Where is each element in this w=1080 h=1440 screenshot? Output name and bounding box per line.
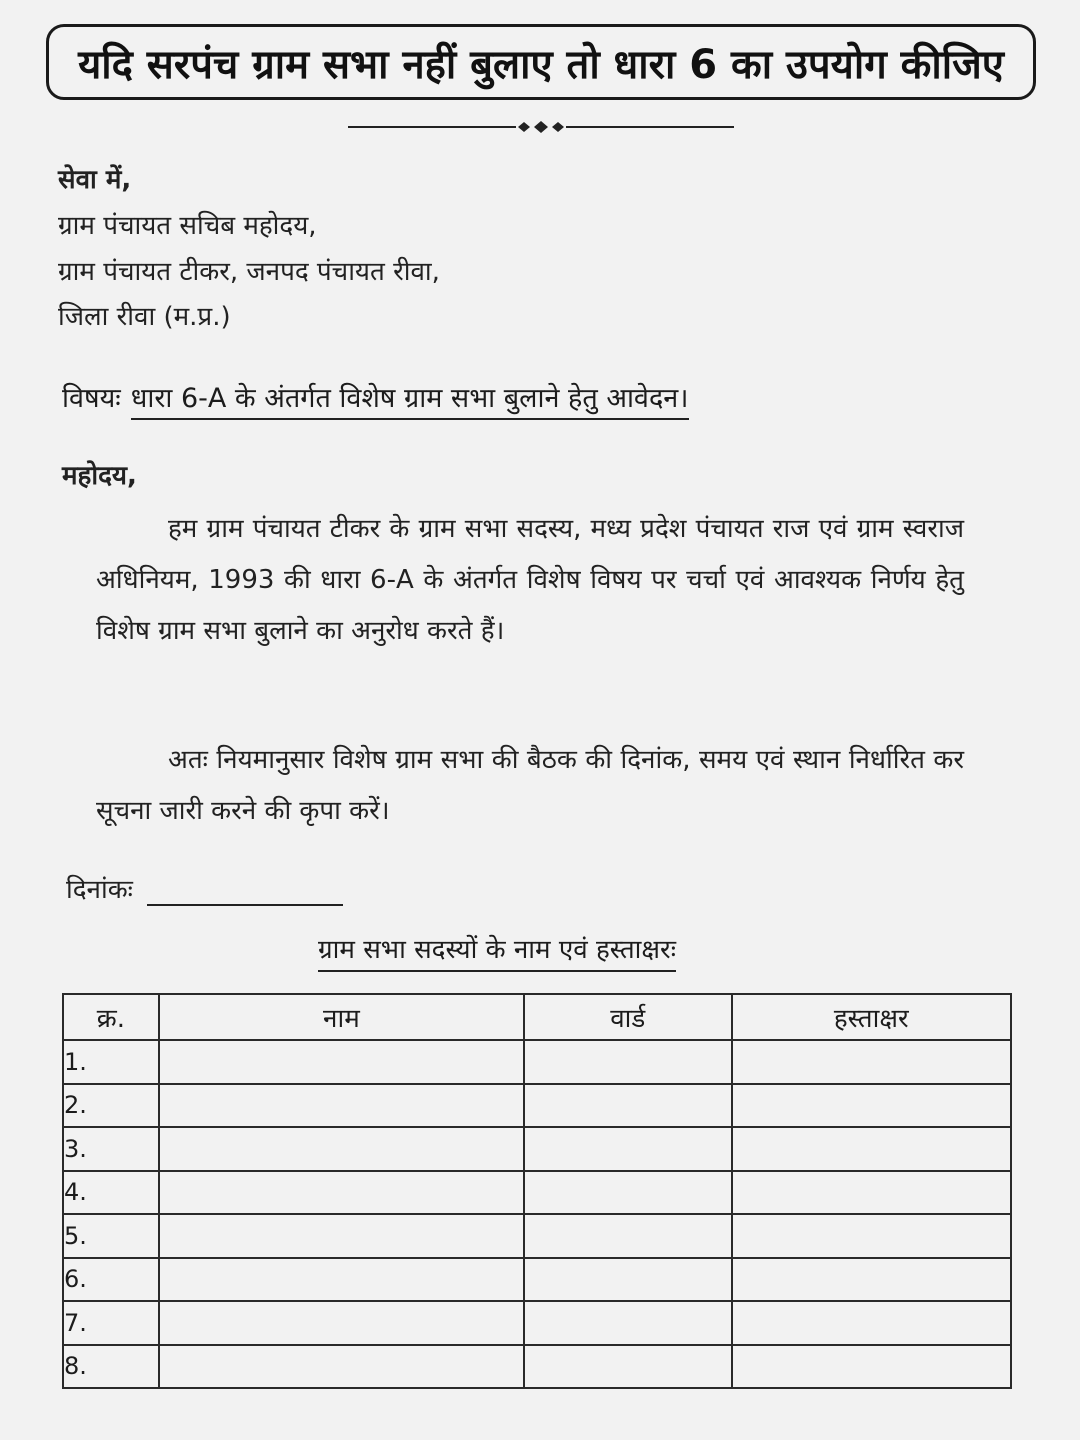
table-row: [63, 1258, 1011, 1302]
name-cell[interactable]: [159, 1214, 524, 1258]
address-line-3: जिला रीवा (म.प्र.): [58, 302, 231, 332]
header-signature: हस्ताक्षर: [732, 994, 1011, 1040]
address-line-1: ग्राम पंचायत सचिब महोदय,: [58, 211, 317, 241]
name-cell[interactable]: [159, 1301, 524, 1345]
table-row: [63, 1345, 1011, 1389]
date-label: दिनांकः: [66, 875, 133, 905]
signature-cell[interactable]: [732, 1040, 1011, 1084]
signature-cell[interactable]: [732, 1345, 1011, 1389]
header-serial: क्र.: [63, 994, 159, 1040]
table-row: [63, 1301, 1011, 1345]
row-serial: 2.: [63, 1084, 159, 1128]
name-cell[interactable]: [159, 1258, 524, 1302]
ward-cell[interactable]: [524, 1345, 732, 1389]
subject-line: [62, 378, 689, 415]
body-paragraph-1: हम ग्राम पंचायत टीकर के ग्राम सभा सदस्य, मध्य प्रदेश पंचायत राज एवं ग्राम स्वराज अधिनियम, 1993 की धारा 6-A के अंतर्गत विशेष विषय पर चर्चा एवं आवश्यक निर्णय हेतु विशेष ग्राम सभा बुलाने का अनुरोध करते हैं।: [96, 514, 964, 646]
title-box: [46, 24, 1036, 100]
body-paragraph-2: अतः नियमानुसार विशेष ग्राम सभा की बैठक की दिनांक, समय एवं स्थान निर्धारित कर सूचना जारी करने की कृपा करें।: [96, 745, 964, 826]
signature-cell[interactable]: [732, 1084, 1011, 1128]
signature-cell[interactable]: [732, 1171, 1011, 1215]
ward-cell[interactable]: [524, 1127, 732, 1171]
header-name: नाम: [159, 994, 524, 1040]
name-cell[interactable]: [159, 1345, 524, 1389]
row-serial: 1.: [63, 1040, 159, 1084]
table-row: [63, 1171, 1011, 1215]
address-line-2: ग्राम पंचायत टीकर, जनपद पंचायत रीवा,: [58, 257, 440, 287]
table-row: [63, 1214, 1011, 1258]
ward-cell[interactable]: [524, 1258, 732, 1302]
name-cell[interactable]: [159, 1084, 524, 1128]
salutation: महोदय,: [62, 461, 137, 491]
signature-cell[interactable]: [732, 1127, 1011, 1171]
ward-cell[interactable]: [524, 1040, 732, 1084]
name-cell[interactable]: [159, 1171, 524, 1215]
divider-ornament: [348, 120, 734, 134]
row-serial: 7.: [63, 1301, 159, 1345]
table-header-row: [63, 994, 1011, 1040]
date-blank-line[interactable]: [147, 878, 343, 906]
signature-cell[interactable]: [732, 1258, 1011, 1302]
name-cell[interactable]: [159, 1127, 524, 1171]
members-heading: ग्राम सभा सदस्यों के नाम एवं हस्ताक्षरः: [318, 930, 676, 972]
row-serial: 8.: [63, 1345, 159, 1389]
row-serial: 6.: [63, 1258, 159, 1302]
table-row: [63, 1127, 1011, 1171]
address-to: सेवा में,: [58, 165, 132, 195]
ward-cell[interactable]: [524, 1171, 732, 1215]
name-cell[interactable]: [159, 1040, 524, 1084]
row-serial: 5.: [63, 1214, 159, 1258]
table-row: [63, 1040, 1011, 1084]
date-field[interactable]: [66, 870, 343, 906]
ward-cell[interactable]: [524, 1301, 732, 1345]
subject-label: विषयः: [62, 383, 121, 414]
ward-cell[interactable]: [524, 1214, 732, 1258]
row-serial: 3.: [63, 1127, 159, 1171]
header-ward: वार्ड: [524, 994, 732, 1040]
signature-cell[interactable]: [732, 1301, 1011, 1345]
page-title: यदि सरपंच ग्राम सभा नहीं बुलाए तो धारा 6 का उपयोग कीजिए: [78, 41, 1004, 88]
ward-cell[interactable]: [524, 1084, 732, 1128]
subject-text: धारा 6-A के अंतर्गत विशेष ग्राम सभा बुलाने हेतु आवेदन।: [131, 383, 689, 420]
row-serial: 4.: [63, 1171, 159, 1215]
table-row: [63, 1084, 1011, 1128]
signature-cell[interactable]: [732, 1214, 1011, 1258]
signature-table: [62, 993, 1012, 1389]
